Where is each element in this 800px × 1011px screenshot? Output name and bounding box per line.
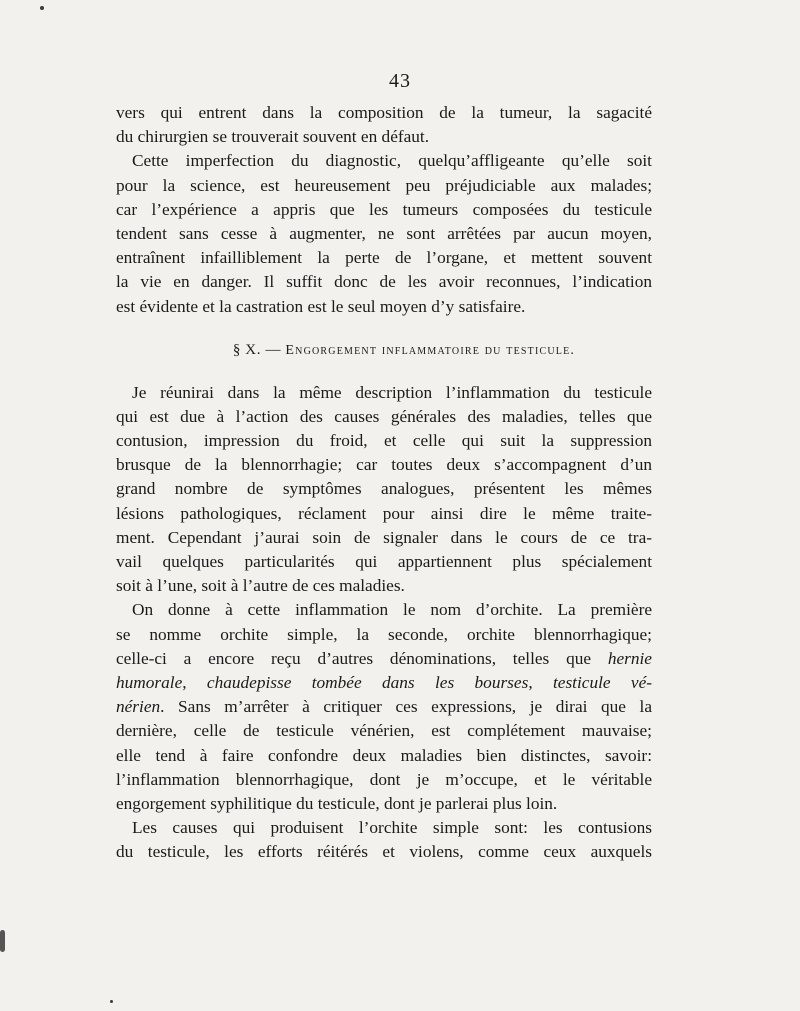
italic-term: nérien <box>116 697 161 717</box>
text-line: Les causes qui produisent l’orchite simple sont: les contusions <box>132 818 652 838</box>
ink-speck <box>40 6 44 10</box>
ink-speck <box>110 1000 113 1003</box>
text-line: brusque de la blennorrhagie; car toutes deux s’accompagnent d’un <box>116 455 652 475</box>
text-line: vers qui entrent dans la composition de la tumeur, la sagacité <box>116 103 652 122</box>
text-line: contusion, impression du froid, et celle qui suit la suppression <box>116 431 652 451</box>
text-line: qui est due à l’action des causes générales des maladies, telles que <box>116 406 652 426</box>
separator: , <box>182 672 207 692</box>
text-line: Cette imperfection du diagnostic, quelqu’affligeante qu’elle soit <box>132 151 652 171</box>
paragraph-diagnostic <box>116 149 652 318</box>
text-line: du testicule, les efforts réitérés et violens, comme ceux auxquels <box>116 842 652 862</box>
page-number: 43 <box>389 70 411 92</box>
section-title: Engorgement inflammatoire du testicule. <box>285 342 576 358</box>
text-line: grand nombre de symptômes analogues, présentent les mêmes <box>116 479 652 499</box>
text-line: vail quelques particularités qui appartiennent plus spécialement <box>116 552 652 571</box>
text-line: ment. Cependant j’aurai soin de signaler dans le cours de ce tra- <box>116 527 652 547</box>
text-line: soit à l’une, soit à l’autre de ces maladies. <box>116 576 405 596</box>
ink-speck <box>0 930 5 952</box>
text-line: lésions pathologiques, réclament pour ainsi dire le même traite- <box>116 503 652 523</box>
page-body <box>116 101 652 864</box>
paragraph-description <box>116 381 652 599</box>
section-heading <box>116 339 652 361</box>
text-line: du chirurgien se trouverait souvent en défaut. <box>116 127 430 147</box>
text-line: On donne à cette inflammation le nom d’orchite. La première <box>132 600 652 620</box>
text-run: . Sans m’arrêter à critiquer ces expressions, je dirai que la <box>160 697 652 717</box>
separator: , <box>528 672 553 692</box>
text-line <box>116 647 652 671</box>
italic-term: hernie <box>607 648 652 668</box>
text-line <box>116 695 652 719</box>
text-line: la vie en danger. Il suffit donc de les avoir reconnues, l’indication <box>116 272 652 292</box>
italic-term: chaudepisse tombée dans les bourses <box>206 672 529 692</box>
italic-term: humorale <box>116 672 183 692</box>
text-line: entraînent infailliblement la perte de l’organe, et mettent souvent <box>116 248 652 268</box>
text-line: car l’expérience a appris que les tumeurs composées du testicule <box>116 199 652 219</box>
text-line: est évidente et la castration est le seul moyen d’y satisfaire. <box>116 296 526 316</box>
text-line: engorgement syphilitique du testicule, dont je parlerai plus loin. <box>116 793 558 813</box>
italic-term: testicule vé- <box>552 672 653 692</box>
section-number: § X. — <box>232 341 282 358</box>
paragraph-continuation <box>116 101 652 149</box>
text-line: se nomme orchite simple, la seconde, orchite blennorrhagique; <box>116 624 652 644</box>
text-line: elle tend à faire confondre deux maladies bien distinctes, savoir: <box>116 745 652 765</box>
text-line: pour la science, est heureusement peu préjudiciable aux malades; <box>116 175 652 195</box>
paragraph-causes <box>116 816 652 864</box>
paragraph-orchite <box>116 598 652 816</box>
text-line <box>116 671 652 695</box>
text-line: tendent sans cesse à augmenter, ne sont arrêtées par aucun moyen, <box>116 223 652 243</box>
text-line: l’inflammation blennorrhagique, dont je m’occupe, et le véritable <box>116 769 652 789</box>
text-line: Je réunirai dans la même description l’inflammation du testicule <box>132 382 652 402</box>
text-line: dernière, celle de testicule vénérien, est complétement mauvaise; <box>116 721 652 741</box>
text-run: celle-ci a encore reçu d’autres dénominations, telles que <box>116 648 592 668</box>
